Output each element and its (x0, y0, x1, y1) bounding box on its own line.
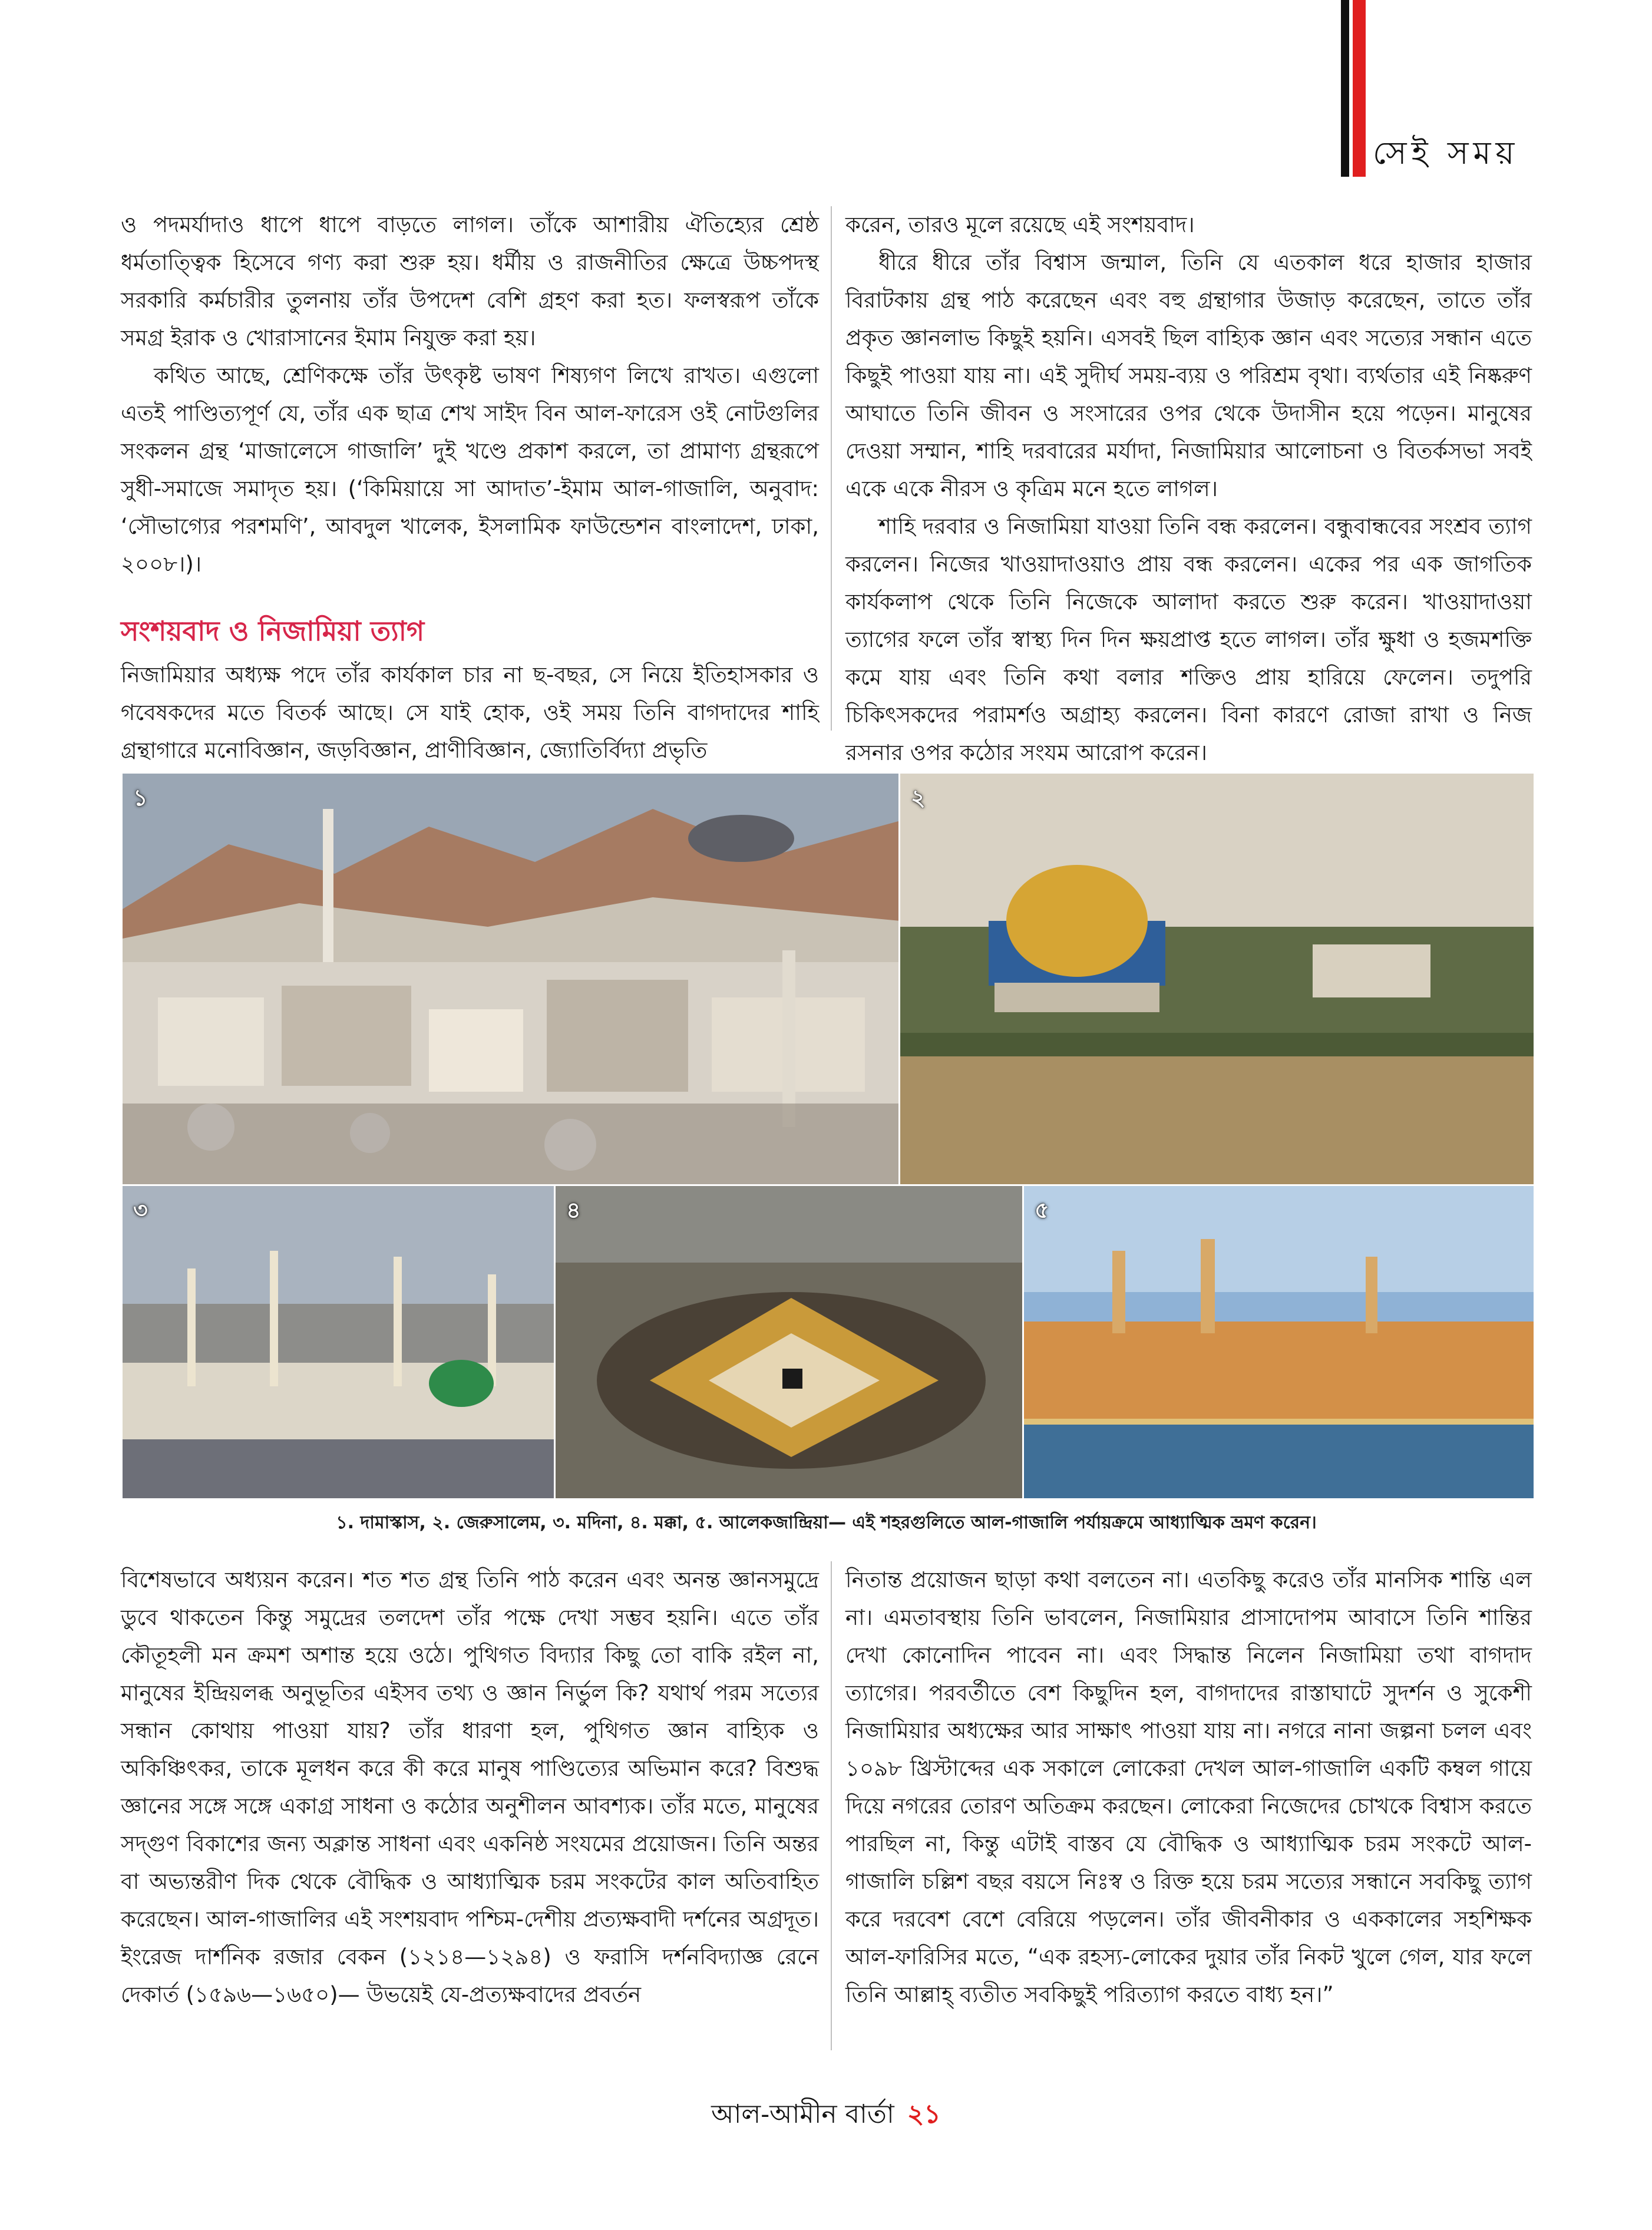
paragraph: কথিত আছে, শ্রেণিকক্ষে তাঁর উৎকৃষ্ট ভাষণ শিষ্যগণ লিখে রাখত। এগুলো এতই পাণ্ডিত্যপূর্ণ যে, তাঁর এক ছাত্র শেখ সাইদ বিন আল-ফারেস ওই নোটগুলির সংকলন গ্রন্থ ‘মাজালেসে গাজালি’ দুই খণ্ডে প্রকাশ করলে, তা প্রামাণ্য গ্রন্থরূপে সুধী-সমাজে সমাদৃত হয়। (‘কিমিয়ায়ে সা আদাত’-ইমাম আল-গাজালি, অনুবাদ: ‘সৌভাগ্যের পরশমণি’, আবদুল খালেক, ইসলামিক ফাউন্ডেশন বাংলাদেশ, ঢাকা, ২০০৮।)। (121, 363, 819, 577)
header-bar-red (1353, 0, 1366, 177)
jerusalem-image (900, 774, 1534, 1186)
header-bar-black (1341, 0, 1349, 177)
photo-damascus (121, 772, 902, 1188)
section-title: সেই সময় (1373, 134, 1519, 171)
article-column-3 (121, 1561, 819, 2014)
page-footer (0, 2094, 1652, 2138)
photo-jerusalem (898, 772, 1535, 1188)
medina-image (123, 1186, 556, 1498)
photo-alexandria (1022, 1184, 1535, 1500)
column-divider (831, 206, 832, 731)
mecca-image (556, 1186, 1024, 1498)
paragraph: বিশেষভাবে অধ্যয়ন করেন। শত শত গ্রন্থ তিনি পাঠ করেন এবং অনন্ত জ্ঞানসমুদ্রে ডুবে থাকতেন কিন্তু সমুদ্রের তলদেশ তাঁর পক্ষে দেখা সম্ভব হয়নি। এতে তাঁর কৌতূহলী মন ক্রমশ অশান্ত হয়ে ওঠে। পুথিগত বিদ্যার কিছু তো বাকি রইল না, মানুষের ইন্দ্রিয়লব্ধ অনুভূতির এইসব তথ্য ও জ্ঞান নির্ভুল কি? যথার্থ পরম সত্যের সন্ধান কোথায় পাওয়া যায়? তাঁর ধারণা হল, পুথিগত জ্ঞান বাহ্যিক ও অকিঞ্চিৎকর, তাকে মূলধন করে কী করে মানুষ পাণ্ডিত্যের অভিমান করে? বিশুদ্ধ জ্ঞানের সঙ্গে সঙ্গে একাগ্র সাধনা ও কঠোর অনুশীলন আবশ্যক। তাঁর মতে, মানুষের সদ্গুণ বিকাশের জন্য অক্লান্ত সাধনা এবং একনিষ্ঠ সংযমের প্রয়োজন। তিনি অন্তর বা অভ্যন্তরীণ দিক থেকে বৌদ্ধিক ও আধ্যাত্মিক চরম সংকটের কাল অতিবাহিত করেছেন। আল-গাজালির এই সংশয়বাদ পশ্চিম-দেশীয় প্রত্যক্ষবাদী দর্শনের অগ্রদূত। ইংরেজ দার্শনিক রজার বেকন (১২১৪—১২৯৪) ও ফরাসি দর্শনবিদ্যাজ্ঞ রেনে দেকার্ত (১৫৯৬—১৬৫০)— উভয়েই যে-প্রত্যক্ষবাদের প্রবর্তন (121, 1567, 819, 2007)
photo-number: ৫ (1035, 1197, 1049, 1223)
article-column-1 (121, 206, 819, 769)
paragraph: নিতান্ত প্রয়োজন ছাড়া কথা বলতেন না। এতকিছু করেও তাঁর মানসিক শান্তি এল না। এমতাবস্থায় তিনি ভাবলেন, নিজামিয়ার প্রাসাদোপম আবাসে তিনি শান্তির দেখা কোনোদিন পাবেন না। এবং সিদ্ধান্ত নিলেন নিজামিয়া তথা বাগদাদ ত্যাগের। পরবর্তীতে বেশ কিছুদিন হল, বাগদাদের রাস্তাঘাটে সুদর্শন ও সুকেশী নিজামিয়ার অধ্যক্ষের আর সাক্ষাৎ পাওয়া যায় না। নগরে নানা জল্পনা চলল এবং ১০৯৮ খ্রিস্টাব্দের এক সকালে লোকেরা দেখল আল-গাজালি একটি কম্বল গায়ে দিয়ে নগরের তোরণ অতিক্রম করছেন। লোকেরা নিজেদের চোখকে বিশ্বাস করতে পারছিল না, কিন্তু এটাই বাস্তব যে বৌদ্ধিক ও আধ্যাত্মিক চরম সংকটে আল-গাজালি চল্লিশ বছর বয়সে নিঃস্ব ও রিক্ত হয়ে চরম সত্যের সন্ধানে সবকিছু ত্যাগ করে দরবেশ বেশে বেরিয়ে পড়লেন। তাঁর জীবনীকার ও এককালের সহশিক্ষক আল-ফারিসির মতে, “এক রহস্য-লোকের দুয়ার তাঁর নিকট খুলে গেল, যার ফলে তিনি আল্লাহ্ ব্যতীত সবকিছুই পরিত্যাগ করতে বাধ্য হন।” (845, 1567, 1532, 2007)
paragraph: করেন, তারও মূলে রয়েছে এই সংশয়বাদ। (845, 212, 1195, 237)
paragraph: শাহি দরবার ও নিজামিয়া যাওয়া তিনি বন্ধ করলেন। বন্ধুবান্ধবের সংশ্রব ত্যাগ করলেন। নিজের খাওয়াদাওয়াও প্রায় বন্ধ করলেন। একের পর এক জাগতিক কার্যকলাপ থেকে তিনি নিজেকে আলাদা করতে শুরু করেন। খাওয়াদাওয়া ত্যাগের ফলে তাঁর স্বাস্থ্য দিন দিন ক্ষয়প্রাপ্ত হতে লাগল। তাঁর ক্ষুধা ও হজমশক্তি কমে যায় এবং তিনি কথা বলার শক্তিও প্রায় হারিয়ে ফেলেন। তদুপরি চিকিৎসকদের পরামর্শও অগ্রাহ্য করলেন। বিনা কারণে রোজা রাখা ও নিজ রসনার ওপর কঠোর সংযম আরোপ করেন। (845, 514, 1532, 765)
magazine-name: আল-আমীন বার্তা (711, 2099, 894, 2129)
photo-mecca (554, 1184, 1026, 1500)
paragraph: ও পদমর্যাদাও ধাপে ধাপে বাড়তে লাগল। তাঁকে আশারীয় ঐতিহ্যের শ্রেষ্ঠ ধর্মতাত্ত্বিক হিসেবে গণ্য করা শুরু হয়। ধর্মীয় ও রাজনীতির ক্ষেত্রে উচ্চপদস্থ সরকারি কর্মচারীর তুলনায় তাঁর উপদেশ বেশি গ্রহণ করা হত। ফলস্বরূপ তাঁকে সমগ্র ইরাক ও খোরাসানের ইমাম নিযুক্ত করা হয়। (121, 212, 819, 351)
paragraph: ধীরে ধীরে তাঁর বিশ্বাস জন্মাল, তিনি যে এতকাল ধরে হাজার হাজার বিরাটকায় গ্রন্থ পাঠ করেছেন এবং বহু গ্রন্থাগার উজাড় করেছেন, তাতে তাঁর প্রকৃত জ্ঞানলাভ কিছুই হয়নি। এসবই ছিল বাহ্যিক জ্ঞান এবং সত্যের সন্ধান এতে কিছুই পাওয়া যায় না। এই সুদীর্ঘ সময়-ব্যয় ও পরিশ্রম বৃথা। ব্যর্থতার এই নিষ্করুণ আঘাতে তিনি জীবন ও সংসারের ওপর থেকে উদাসীন হয়ে পড়েন। মানুষের দেওয়া সম্মান, শাহি দরবারের মর্যাদা, নিজামিয়ার আলোচনা ও বিতর্কসভা সবই একে একে নীরস ও কৃত্রিম মনে হতে লাগল। (845, 250, 1532, 501)
page-number: ২১ (907, 2099, 941, 2129)
photo-caption: ১. দামাস্কাস, ২. জেরুসালেম, ৩. মদিনা, ৪. মক্কা, ৫. আলেকজান্দ্রিয়া— এই শহরগুলিতে আল-গাজালি পর্যায়ক্রমে আধ্যাত্মিক ভ্রমণ করেন। (336, 1512, 1317, 1533)
column-divider (831, 1561, 832, 2050)
photo-medina (121, 1184, 557, 1500)
subheading: সংশয়বাদ ও নিজামিয়া ত্যাগ (121, 615, 425, 647)
paragraph: নিজামিয়ার অধ্যক্ষ পদে তাঁর কার্যকাল চার না ছ-বছর, সে নিয়ে ইতিহাসকার ও গবেষকদের মতে বিতর্ক আছে। সে যাই হোক, ওই সময় তিনি বাগদাদের শাহি গ্রন্থাগারে মনোবিজ্ঞান, জড়বিজ্ঞান, প্রাণীবিজ্ঞান, জ্যোতির্বিদ্যা প্রভৃতি (121, 662, 819, 763)
article-column-4 (845, 1561, 1532, 2014)
alexandria-image (1024, 1186, 1534, 1498)
photo-number: ৪ (566, 1197, 581, 1223)
photo-number: ২ (911, 785, 926, 811)
article-column-2 (845, 206, 1532, 772)
photo-number: ১ (133, 785, 148, 811)
damascus-image (123, 774, 900, 1186)
photo-number: ৩ (133, 1197, 148, 1223)
